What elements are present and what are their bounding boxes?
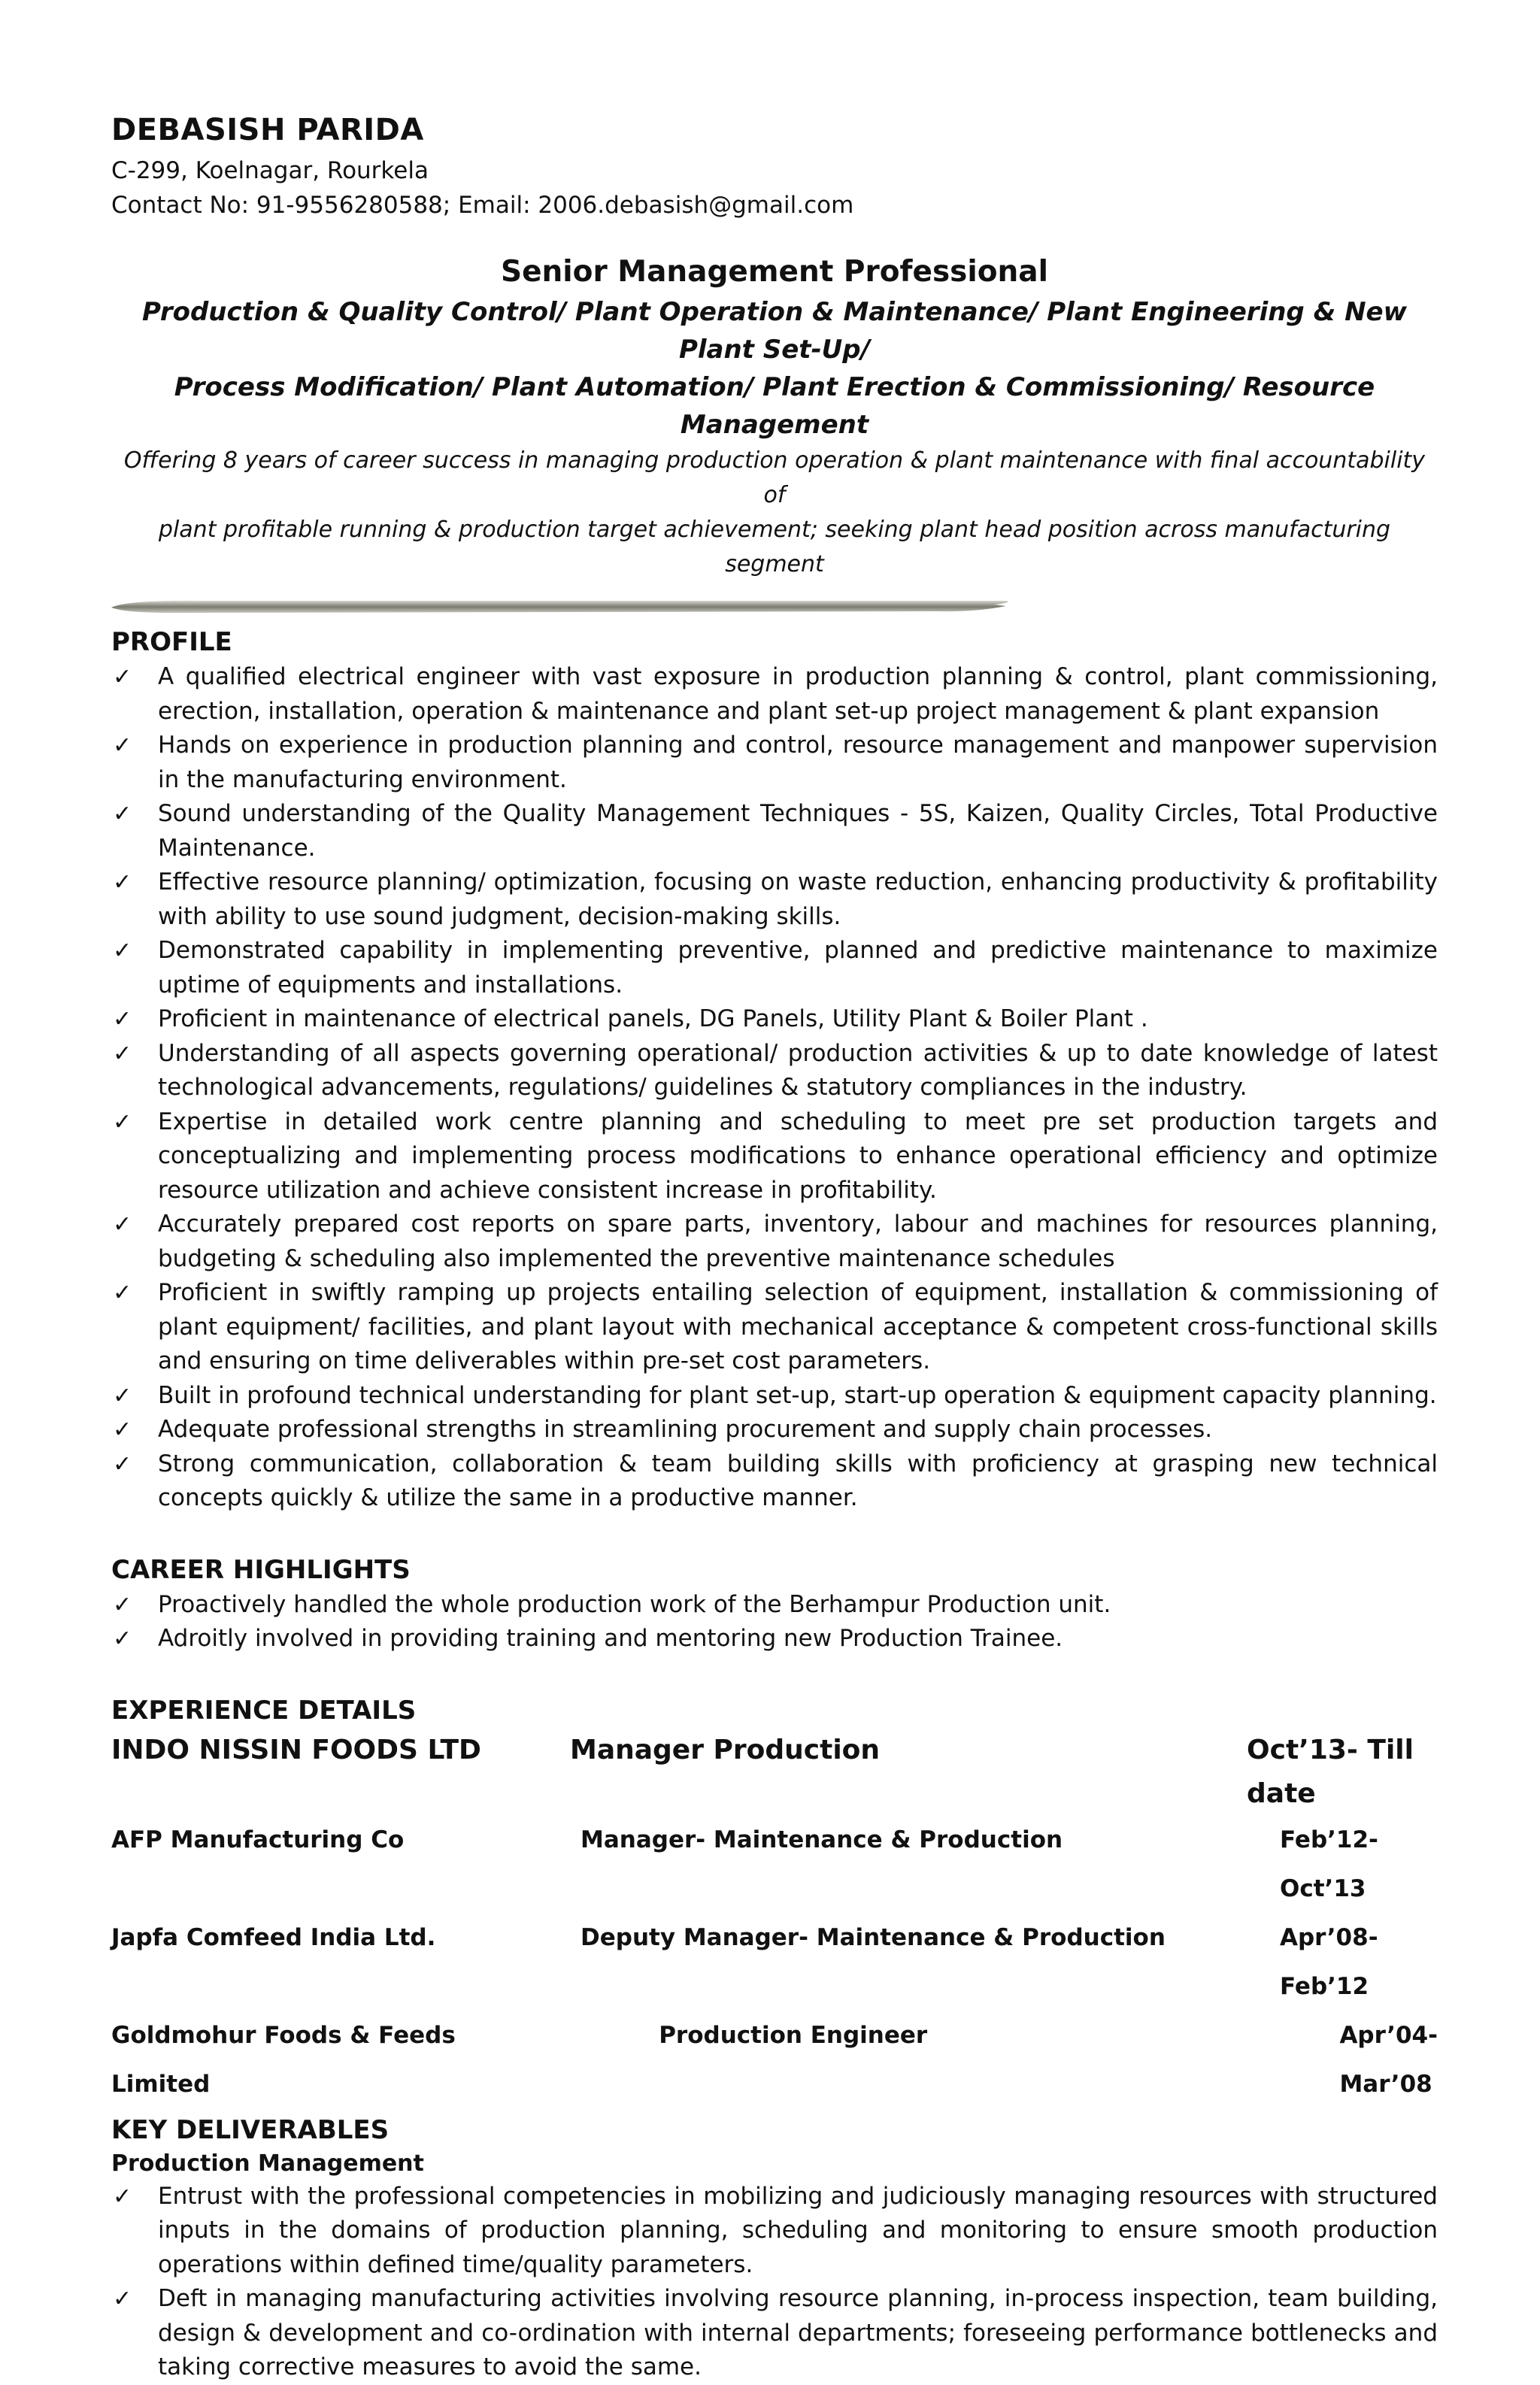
experience-row xyxy=(111,1816,1438,1914)
checkmark-icon: ✓ xyxy=(113,1211,132,1238)
profile-list xyxy=(111,660,1438,1516)
list-item: ✓ Proactively handled the whole production work of the Berhampur Production unit. xyxy=(111,1588,1438,1623)
expertise-line-1: Production & Quality Control/ Plant Operation & Maintenance/ Plant Engineering & New Plant Set-Up/ xyxy=(141,297,1408,365)
candidate-name: DEBASISH PARIDA xyxy=(111,113,424,147)
key-deliverables-section xyxy=(111,2112,1438,2385)
job-period: Apr’04-Mar’08 xyxy=(1339,2021,1438,2098)
checkmark-icon: ✓ xyxy=(113,1040,132,1067)
key-deliverables-heading: KEY DELIVERABLES xyxy=(111,2114,390,2145)
header xyxy=(111,113,1438,223)
title-block xyxy=(111,251,1438,582)
deliverables-list xyxy=(111,2180,1438,2385)
list-item: ✓ Deft in managing manufacturing activities involving resource planning, in-process inspection, team building, design & development and co-ordination with internal departments; foreseeing performance bottlenecks and taking corrective measures to avoid the same. xyxy=(111,2282,1438,2385)
offering-line-1: Offering 8 years of career success in managing production operation & plant maintenance with final accountability of xyxy=(123,447,1426,508)
deliverables-sub-heading: Production Management xyxy=(111,2150,424,2177)
checkmark-icon: ✓ xyxy=(113,2183,132,2210)
checkmark-icon: ✓ xyxy=(113,1417,132,1443)
offering-line-2: plant profitable running & production target achievement; seeking plant head position across manufacturing segment xyxy=(158,517,1391,577)
checkmark-icon: ✓ xyxy=(113,869,132,896)
contact-info: Contact No: 91-9556280588; Email: 2006.debasish@gmail.com xyxy=(111,192,854,219)
career-highlights-heading: CAREER HIGHLIGHTS xyxy=(111,1554,411,1585)
list-item: ✓ Strong communication, collaboration & team building skills with proficiency at grasping new technical concepts quickly & utilize the same in a productive manner. xyxy=(111,1447,1438,1516)
checkmark-icon: ✓ xyxy=(113,1626,132,1652)
list-item: ✓ A qualified electrical engineer with vast exposure in production planning & control, plant commissioning, erection, installation, operation & maintenance and plant set-up project management & plant expansion xyxy=(111,660,1438,729)
checkmark-icon: ✓ xyxy=(113,1006,132,1032)
job-role: Deputy Manager- Maintenance & Production xyxy=(581,1923,1166,1951)
job-role: Manager Production xyxy=(570,1734,881,1765)
list-item: ✓ Proficient in maintenance of electrical panels, DG Panels, Utility Plant & Boiler Plant . xyxy=(111,1002,1438,1037)
checkmark-icon: ✓ xyxy=(113,1280,132,1306)
checkmark-icon: ✓ xyxy=(113,2286,132,2312)
company-name: Japfa Comfeed India Ltd. xyxy=(111,1923,436,1951)
checkmark-icon: ✓ xyxy=(113,938,132,964)
job-role: Production Engineer xyxy=(659,2021,928,2049)
profile-heading: PROFILE xyxy=(111,627,232,657)
list-item: ✓ Entrust with the professional competencies in mobilizing and judiciously managing resources with structured inputs in the domains of production planning, scheduling and monitoring to ensure smooth production operations within defined time/quality parameters. xyxy=(111,2180,1438,2283)
list-item: ✓ Expertise in detailed work centre planning and scheduling to meet pre set production targets and conceptualizing and implementing process modifications to enhance operational efficiency and optimize resource utilization and achieve consistent increase in profitability. xyxy=(111,1105,1438,1208)
job-role: Manager- Maintenance & Production xyxy=(581,1826,1063,1853)
list-item: ✓ Demonstrated capability in implementing preventive, planned and predictive maintenance to maximize uptime of equipments and installations. xyxy=(111,934,1438,1002)
list-item: ✓ Adequate professional strengths in streamlining procurement and supply chain processes. xyxy=(111,1413,1438,1447)
experience-heading: EXPERIENCE DETAILS xyxy=(111,1695,417,1726)
list-item: ✓ Proficient in swiftly ramping up projects entailing selection of equipment, installation & commissioning of plant equipment/ facilities, and plant layout with mechanical acceptance & competent cross-functional skills and ensuring on time deliverables within pre-set cost parameters. xyxy=(111,1276,1438,1379)
company-name: AFP Manufacturing Co xyxy=(111,1826,405,1853)
experience-section xyxy=(111,1693,1438,2109)
list-item: ✓ Effective resource planning/ optimization, focusing on waste reduction, enhancing productivity & profitability with ability to use sound judgment, decision-making skills. xyxy=(111,865,1438,934)
career-highlights-list xyxy=(111,1588,1438,1656)
checkmark-icon: ✓ xyxy=(113,1382,132,1409)
list-item: ✓ Accurately prepared cost reports on spare parts, inventory, labour and machines for resources planning, budgeting & scheduling also implemented the preventive maintenance schedules xyxy=(111,1208,1438,1276)
list-item: ✓ Understanding of all aspects governing operational/ production activities & up to date knowledge of latest technological advancements, regulations/ guidelines & statutory compliances in the industry. xyxy=(111,1037,1438,1105)
professional-title: Senior Management Professional xyxy=(501,255,1048,289)
expertise-line-2: Process Modification/ Plant Automation/ Plant Erection & Commissioning/ Resource Management xyxy=(174,372,1375,440)
profile-section xyxy=(111,624,1438,1516)
checkmark-icon: ✓ xyxy=(113,801,132,827)
job-period: Feb’12-Oct’13 xyxy=(1280,1826,1378,1902)
list-item: ✓ Adroitly involved in providing training and mentoring new Production Trainee. xyxy=(111,1622,1438,1656)
company-name: INDO NISSIN FOODS LTD xyxy=(111,1734,481,1765)
career-highlights-section xyxy=(111,1552,1438,1656)
job-period: Apr’08-Feb’12 xyxy=(1280,1923,1378,2000)
resume-page xyxy=(111,113,1438,2385)
job-period: Oct’13- Till date xyxy=(1247,1734,1414,1809)
experience-row-current xyxy=(111,1729,1438,1816)
divider-swoosh xyxy=(111,597,1014,617)
experience-row xyxy=(111,2011,1438,2109)
list-item: ✓ Hands on experience in production planning and control, resource management and manpower supervision in the manufacturing environment. xyxy=(111,729,1438,797)
checkmark-icon: ✓ xyxy=(113,732,132,759)
address: C-299, Koelnagar, Rourkela xyxy=(111,157,429,184)
experience-row xyxy=(111,1914,1438,2011)
checkmark-icon: ✓ xyxy=(113,664,132,690)
company-name: Goldmohur Foods & Feeds Limited xyxy=(111,2021,456,2098)
list-item: ✓ Built in profound technical understanding for plant set-up, start-up operation & equipment capacity planning. xyxy=(111,1379,1438,1414)
list-item: ✓ Sound understanding of the Quality Management Techniques - 5S, Kaizen, Quality Circles, Total Productive Maintenance. xyxy=(111,797,1438,865)
checkmark-icon: ✓ xyxy=(113,1591,132,1618)
checkmark-icon: ✓ xyxy=(113,1108,132,1135)
checkmark-icon: ✓ xyxy=(113,1450,132,1477)
